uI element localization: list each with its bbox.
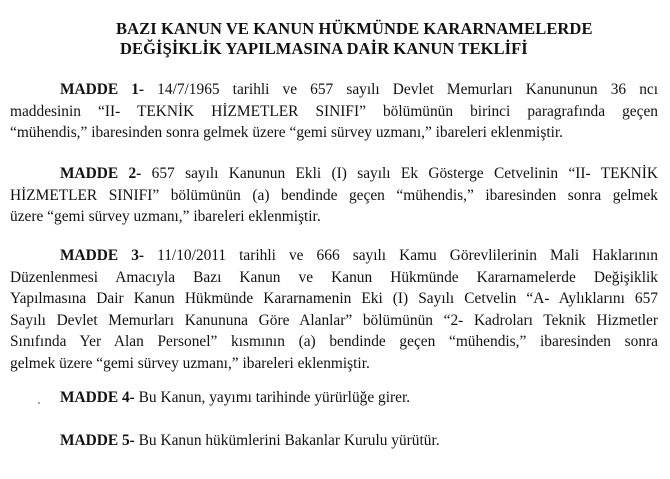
article-3 [10, 245, 658, 374]
article-2-label: MADDE 2- [60, 165, 142, 182]
article-5-label: MADDE 5- [60, 432, 135, 449]
article-3-line-4: Sayılı Devlet Memurları Kanununa Göre Alanlar” bölümünün “2- Kadroları Teknik Hizmetler [10, 311, 658, 329]
article-3-line-1 [10, 245, 658, 267]
article-1-line-1 [10, 79, 658, 101]
article-3-line-2: Düzenlenmesi Amacıyla Bazı Kanun ve Kanun Hükmünde Kararnamelerde Değişiklik [10, 268, 658, 286]
article-4-label: MADDE 4- [60, 389, 135, 406]
article-5-text-1: Bu Kanun hükümlerini Bakanlar Kurulu yürütür. [138, 432, 440, 449]
article-1-text-1: 14/7/1965 tarihli ve 657 sayılı Devlet Memurları Kanununun 36 ncı [157, 81, 659, 98]
article-1-line-2: maddesinin “II- TEKNİK HİZMETLER SINIFI” bölümünün birinci paragrafında geçen [10, 102, 658, 120]
article-4 [10, 387, 658, 409]
article-5-line-1 [10, 430, 658, 452]
article-1-label: MADDE 1- [60, 81, 145, 98]
article-3-line-5: Sınıfında Yer Alan Personel” kısmının (a) bendinde geçen “mühendis,” ibaresinden sonra [10, 333, 658, 350]
article-1 [10, 79, 658, 144]
document-title [116, 19, 636, 59]
article-4-text-1: Bu Kanun, yayımı tarihinde yürürlüğe girer. [138, 389, 411, 406]
article-3-text-1: 11/10/2011 tarihli ve 666 sayılı Kamu Görevlilerinin Mali Haklarının [157, 247, 658, 264]
article-2 [10, 163, 658, 228]
article-2-text-1: 657 sayılı Kanunun Ekli (I) sayılı Ek Gösterge Cetvelinin “II- TEKNİK [151, 165, 658, 182]
article-2-line-1 [10, 163, 658, 185]
article-3-line-6: gelmek üzere “gemi sürvey uzmanı,” ibareleri eklenmiştir. [10, 354, 370, 372]
article-4-line-1 [10, 387, 658, 409]
title-line-1: BAZI KANUN VE KANUN HÜKMÜNDE KARARNAMELERDE [116, 19, 593, 38]
article-2-line-3: üzere “gemi sürvey uzmanı,” ibareleri eklenmiştir. [10, 208, 321, 225]
title-line-2: DEĞİŞİKLİK YAPILMASINA DAİR KANUN TEKLİFİ [120, 39, 528, 58]
article-3-line-3: Yapılmasına Dair Kanun Hükmünde Kararnamenin Eki (I) Sayılı Cetvelin “A- Aylıklarını 657 [10, 290, 658, 307]
article-2-line-2: HİZMETLER SINIFI” bölümünün (a) bendinde geçen “mühendis,” ibaresinden sonra gelmek [10, 186, 658, 204]
article-3-label: MADDE 3- [60, 247, 145, 264]
article-1-line-3: “mühendis,” ibaresinden sonra gelmek üzere “gemi sürvey uzmanı,” ibareleri eklenmiştir. [10, 124, 564, 141]
article-5 [10, 430, 658, 452]
scan-speck [38, 402, 40, 404]
